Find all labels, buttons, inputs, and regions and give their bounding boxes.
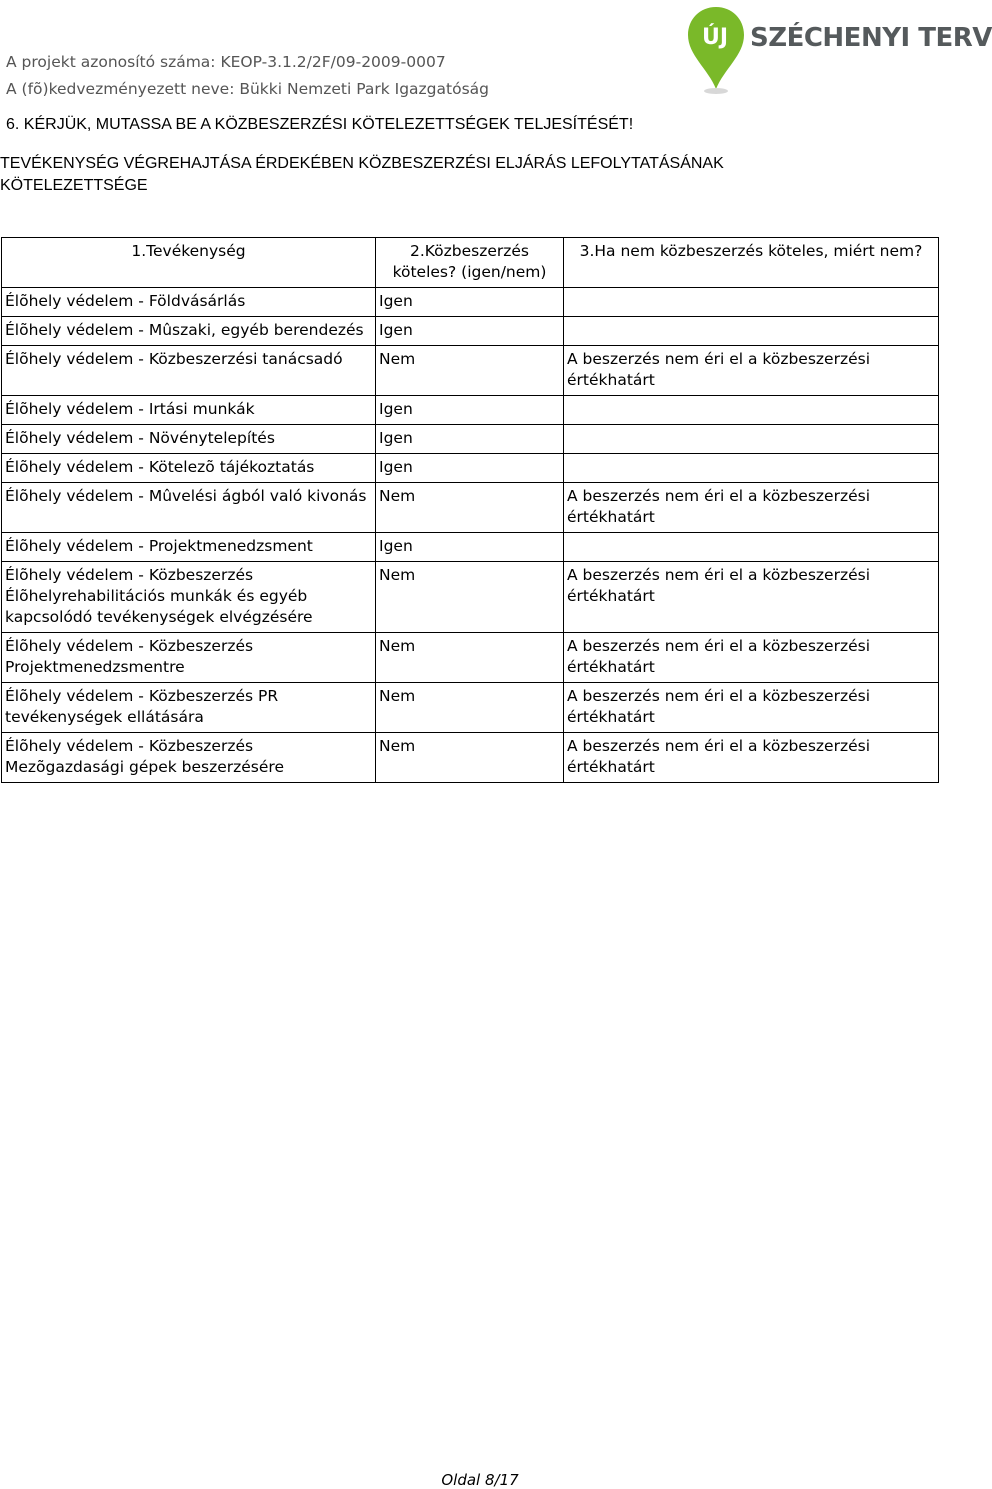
table-row bbox=[2, 633, 939, 683]
activity-cell: Élõhely védelem - Közbeszerzési tanácsadó bbox=[2, 346, 376, 396]
required-cell: Igen bbox=[376, 288, 564, 317]
procurement-table bbox=[1, 237, 939, 783]
activity-cell: Élõhely védelem - Kötelezõ tájékoztatás bbox=[2, 454, 376, 483]
beneficiary-line: A (fõ)kedvezményezett neve: Bükki Nemzeti Park Igazgatóság bbox=[6, 80, 489, 98]
required-cell: Igen bbox=[376, 533, 564, 562]
reason-cell bbox=[564, 425, 939, 454]
required-cell: Igen bbox=[376, 396, 564, 425]
activity-cell: Élõhely védelem - Növénytelepítés bbox=[2, 425, 376, 454]
table-row bbox=[2, 562, 939, 633]
required-cell: Igen bbox=[376, 454, 564, 483]
table-row bbox=[2, 733, 939, 783]
reason-cell bbox=[564, 533, 939, 562]
reason-cell: A beszerzés nem éri el a közbeszerzési értékhatárt bbox=[564, 346, 939, 396]
activity-cell: Élõhely védelem - Mûszaki, egyéb berendezés bbox=[2, 317, 376, 346]
table-row bbox=[2, 425, 939, 454]
location-pin-icon bbox=[686, 5, 746, 97]
page-number: Oldal 8/17 bbox=[441, 1471, 519, 1489]
section-subheading: TEVÉKENYSÉG VÉGREHAJTÁSA ÉRDEKÉBEN KÖZBESZERZÉSI ELJÁRÁS LEFOLYTATÁSÁNAK KÖTELEZETTSÉGE bbox=[0, 155, 724, 194]
table-row bbox=[2, 683, 939, 733]
activity-cell: Élõhely védelem - Földvásárlás bbox=[2, 288, 376, 317]
header-required: 2.Közbeszerzés köteles? (igen/nem) bbox=[376, 238, 564, 288]
activity-cell: Élõhely védelem - Irtási munkák bbox=[2, 396, 376, 425]
required-cell: Nem bbox=[376, 733, 564, 783]
reason-cell: A beszerzés nem éri el a közbeszerzési értékhatárt bbox=[564, 683, 939, 733]
header-activity: 1.Tevékenység bbox=[2, 238, 376, 288]
required-cell: Nem bbox=[376, 346, 564, 396]
required-cell: Nem bbox=[376, 483, 564, 533]
szechenyi-terv-logo bbox=[686, 5, 992, 97]
required-cell: Nem bbox=[376, 683, 564, 733]
required-cell: Igen bbox=[376, 425, 564, 454]
table-row bbox=[2, 288, 939, 317]
logo-uj-text: ÚJ bbox=[701, 25, 729, 50]
table-row bbox=[2, 533, 939, 562]
required-cell: Nem bbox=[376, 633, 564, 683]
logo-wordmark: SZÉCHENYI TERV bbox=[750, 23, 992, 53]
reason-cell bbox=[564, 317, 939, 346]
required-cell: Igen bbox=[376, 317, 564, 346]
reason-cell: A beszerzés nem éri el a közbeszerzési értékhatárt bbox=[564, 633, 939, 683]
reason-cell: A beszerzés nem éri el a közbeszerzési értékhatárt bbox=[564, 733, 939, 783]
reason-cell bbox=[564, 454, 939, 483]
activity-cell: Élõhely védelem - Közbeszerzés Projektmenedzsmentre bbox=[2, 633, 376, 683]
activity-cell: Élõhely védelem - Közbeszerzés PR tevékenységek ellátására bbox=[2, 683, 376, 733]
project-id-line: A projekt azonosító száma: KEOP-3.1.2/2F/09-2009-0007 bbox=[6, 53, 446, 71]
table-row bbox=[2, 454, 939, 483]
reason-cell bbox=[564, 288, 939, 317]
reason-cell: A beszerzés nem éri el a közbeszerzési értékhatárt bbox=[564, 483, 939, 533]
activity-cell: Élõhely védelem - Közbeszerzés Mezõgazdasági gépek beszerzésére bbox=[2, 733, 376, 783]
table-row bbox=[2, 483, 939, 533]
reason-cell: A beszerzés nem éri el a közbeszerzési értékhatárt bbox=[564, 562, 939, 633]
table-row bbox=[2, 346, 939, 396]
table-row bbox=[2, 317, 939, 346]
activity-cell: Élõhely védelem - Közbeszerzés Élõhelyrehabilitációs munkák és egyéb kapcsolódó tevékenységek elvégzésére bbox=[2, 562, 376, 633]
section-heading: 6. KÉRJÜK, MUTASSA BE A KÖZBESZERZÉSI KÖTELEZETTSÉGEK TELJESÍTÉSÉT! bbox=[6, 116, 634, 133]
table-header-row bbox=[2, 238, 939, 288]
activity-cell: Élõhely védelem - Mûvelési ágból való kivonás bbox=[2, 483, 376, 533]
reason-cell bbox=[564, 396, 939, 425]
activity-cell: Élõhely védelem - Projektmenedzsment bbox=[2, 533, 376, 562]
required-cell: Nem bbox=[376, 562, 564, 633]
table-row bbox=[2, 396, 939, 425]
header-reason: 3.Ha nem közbeszerzés köteles, miért nem? bbox=[564, 238, 939, 288]
